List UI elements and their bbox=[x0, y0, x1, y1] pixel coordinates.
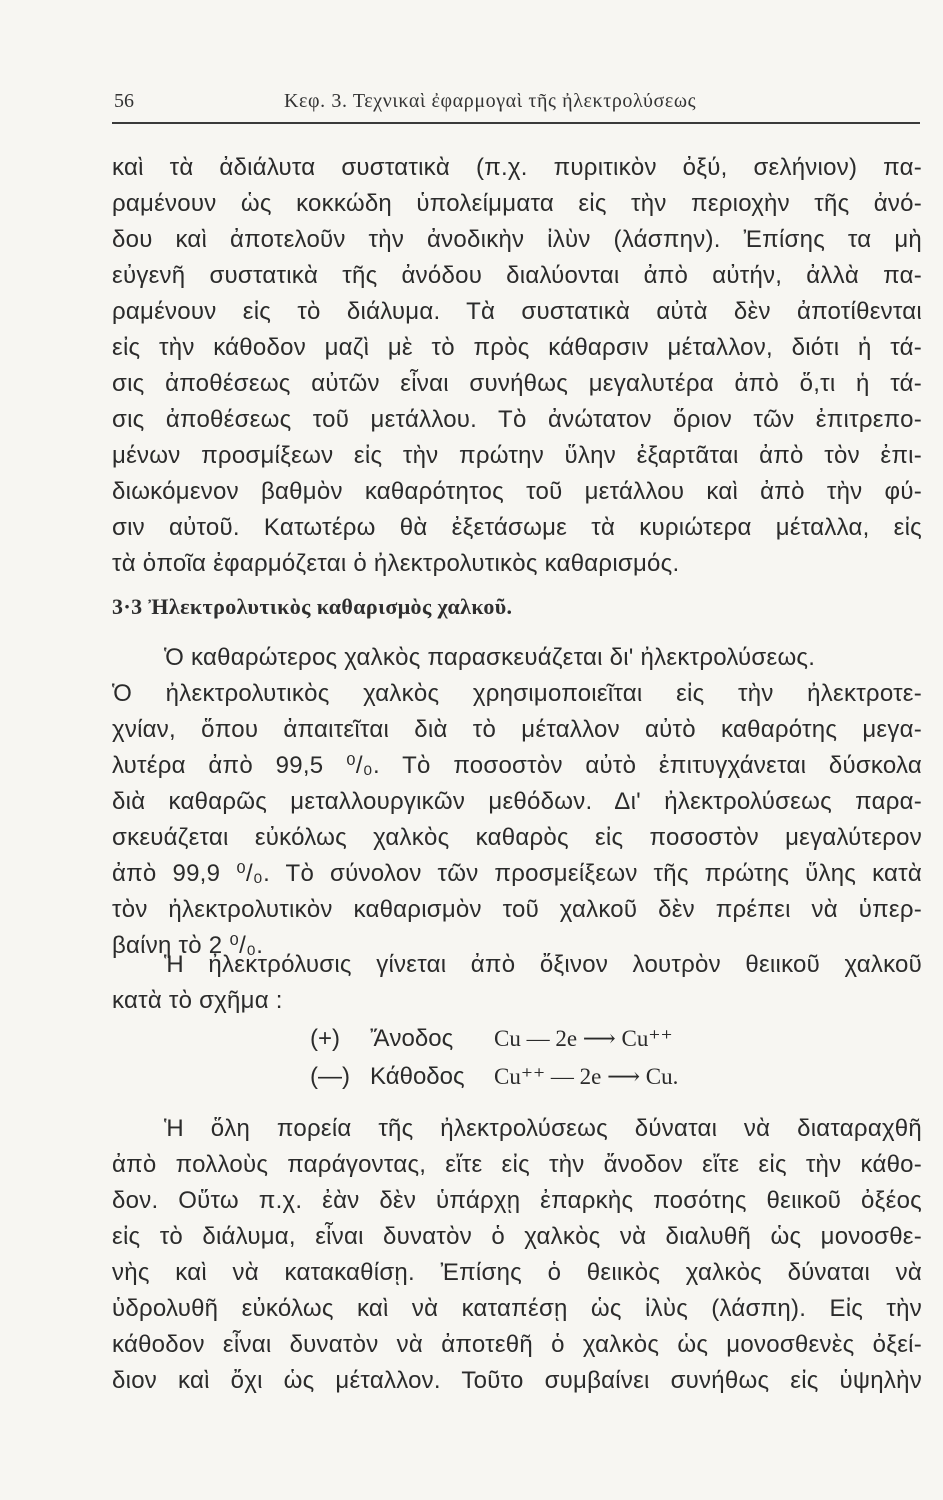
text-line: βαίνη τὸ 2 ⁰/₀. bbox=[112, 932, 264, 959]
text-line: τὸν ἠλεκτρολυτικὸν καθαρισμὸν τοῦ χαλκοῦ δὲν πρέπει νὰ ὑπερ- bbox=[112, 896, 922, 923]
text-line: κατὰ τὸ σχῆμα : bbox=[112, 987, 283, 1014]
text-line: σις ἀποθέσεως τοῦ μετάλλου. Τὸ ἀνώτατον ὅριον τῶν ἐπιτρεπο- bbox=[112, 406, 922, 433]
text-line: σις ἀποθέσεως αὐτῶν εἶναι συνήθως μεγαλυτέρα ἀπὸ ὅ,τι ἡ τά- bbox=[112, 370, 922, 397]
text-line: ραμένουν ὡς κοκκώδη ὑπολείμματα εἰς τὴν περιοχὴν τῆς ἀνό- bbox=[112, 190, 922, 217]
page-header bbox=[112, 88, 920, 124]
text-line: καὶ τὰ ἀδιάλυτα συστατικὰ (π.χ. πυριτικὸν ὀξύ, σελήνιον) πα- bbox=[112, 154, 922, 181]
text-line: δου καὶ ἀποτελοῦν τὴν ἀνοδικὴν ἰλὺν (λάσπην). Ἐπίσης τα μὴ bbox=[112, 226, 922, 253]
cathode-equation bbox=[310, 1058, 678, 1096]
electrode-name: Ἄνοδος bbox=[370, 1025, 454, 1052]
text-line: εἰς τὸ διάλυμα, εἶναι δυνατὸν ὁ χαλκὸς νὰ διαλυθῆ ὡς μονοσθε- bbox=[112, 1223, 922, 1250]
text-line: διὰ καθαρῶς μεταλλουργικῶν μεθόδων. Δι' ἠλεκτρολύσεως παρα- bbox=[112, 788, 922, 815]
polarity-sign: (—) bbox=[310, 1063, 350, 1090]
text-line: μένων προσμίξεων εἰς τὴν πρώτην ὕλην ἐξαρτᾶται ἀπὸ τὸν ἐπι- bbox=[112, 442, 922, 469]
polarity-sign: (+) bbox=[310, 1025, 340, 1052]
text-line: νὴς καὶ νὰ κατακαθίσῃ. Ἐπίσης ὁ θειικὸς χαλκὸς δύναται νὰ bbox=[112, 1259, 922, 1286]
text-line: Ἡ ὅλη πορεία τῆς ἠλεκτρολύσεως δύναται νὰ διαταραχθῆ bbox=[164, 1115, 922, 1142]
text-line: διον καὶ ὄχι ὡς μέταλλον. Τοῦτο συμβαίνει συνήθως εἰς ὑψηλὴν bbox=[112, 1367, 922, 1394]
reaction-formula: Cu — 2e ⟶ Cu⁺⁺ bbox=[494, 1026, 673, 1051]
text-line: ὑδρολυθῆ εὐκόλως καὶ νὰ καταπέσῃ ὡς ἰλὺς (λάσπη). Εἰς τὴν bbox=[112, 1295, 922, 1322]
text-line: τὰ ὁποῖα ἐφαρμόζεται ὁ ἠλεκτρολυτικὸς καθαρισμός. bbox=[112, 550, 680, 577]
running-title: Κεφ. 3. Τεχνικαὶ ἐφαρμογαὶ τῆς ἠλεκτρολύσεως bbox=[284, 90, 697, 112]
text-line: διωκόμενον βαθμὸν καθαρότητος τοῦ μετάλλου καὶ ἀπὸ τὴν φύ- bbox=[112, 478, 922, 505]
anode-equation bbox=[310, 1020, 678, 1058]
text-line: ἀπὸ 99,9 ⁰/₀. Τὸ σύνολον τῶν προσμείξεων τῆς πρώτης ὕλης κατὰ bbox=[112, 860, 922, 887]
paragraph-3 bbox=[112, 947, 922, 1019]
text-line: Ὁ καθαρώτερος χαλκὸς παρασκευάζεται δι' ἠλεκτρολύσεως. bbox=[164, 644, 816, 671]
text-line: Ὁ ἠλεκτρολυτικὸς χαλκὸς χρησιμοποιεῖται εἰς τὴν ἠλεκτροτε- bbox=[112, 680, 922, 707]
page-number: 56 bbox=[114, 90, 134, 112]
text-line: ἀπὸ πολλοὺς παράγοντας, εἴτε εἰς τὴν ἄνοδον εἴτε εἰς τὴν κάθο- bbox=[112, 1151, 922, 1178]
text-line: Ἡ ἠλεκτρόλυσις γίνεται ἀπὸ ὄξινον λουτρὸν θειικοῦ χαλκοῦ bbox=[164, 951, 922, 978]
reaction-formula: Cu⁺⁺ — 2e ⟶ Cu. bbox=[494, 1064, 679, 1089]
text-line: χνίαν, ὅπου ἀπαιτεῖται διὰ τὸ μέταλλον αὐτὸ καθαρότης μεγα- bbox=[112, 716, 922, 743]
text-line: εἰς τὴν κάθοδον μαζὶ μὲ τὸ πρὸς κάθαρσιν μέταλλον, διότι ἡ τά- bbox=[112, 334, 922, 361]
paragraph-2 bbox=[112, 640, 922, 964]
text-line: λυτέρα ἀπὸ 99,5 ⁰/₀. Τὸ ποσοστὸν αὐτὸ ἐπιτυγχάνεται δύσκολα bbox=[112, 752, 922, 779]
reaction-equations bbox=[310, 1020, 678, 1096]
paragraph-4 bbox=[112, 1111, 922, 1399]
text-line: κάθοδον εἶναι δυνατὸν νὰ ἀποτεθῆ ὁ χαλκὸς ὡς μονοσθενὲς ὀξεί- bbox=[112, 1331, 922, 1358]
text-line: σκευάζεται εὐκόλως χαλκὸς καθαρὸς εἰς ποσοστὸν μεγαλύτερον bbox=[112, 824, 922, 851]
text-line: ραμένουν εἰς τὸ διάλυμα. Τὰ συστατικὰ αὐτὰ δὲν ἀποτίθενται bbox=[112, 298, 922, 325]
section-heading: 3·3 Ἠλεκτρολυτικὸς καθαρισμὸς χαλκοῦ. bbox=[112, 594, 513, 619]
paragraph-1 bbox=[112, 150, 922, 582]
text-line: σιν αὐτοῦ. Κατωτέρω θὰ ἐξετάσωμε τὰ κυριώτερα μέταλλα, εἰς bbox=[112, 514, 922, 541]
electrode-name: Κάθοδος bbox=[370, 1063, 465, 1090]
text-line: δον. Οὕτω π.χ. ἐὰν δὲν ὑπάρχῃ ἐπαρκὴς ποσότης θειικοῦ ὀξέος bbox=[112, 1187, 922, 1214]
text-line: εὐγενῆ συστατικὰ τῆς ἀνόδου διαλύονται ἀπὸ αὐτήν, ἀλλὰ πα- bbox=[112, 262, 922, 289]
